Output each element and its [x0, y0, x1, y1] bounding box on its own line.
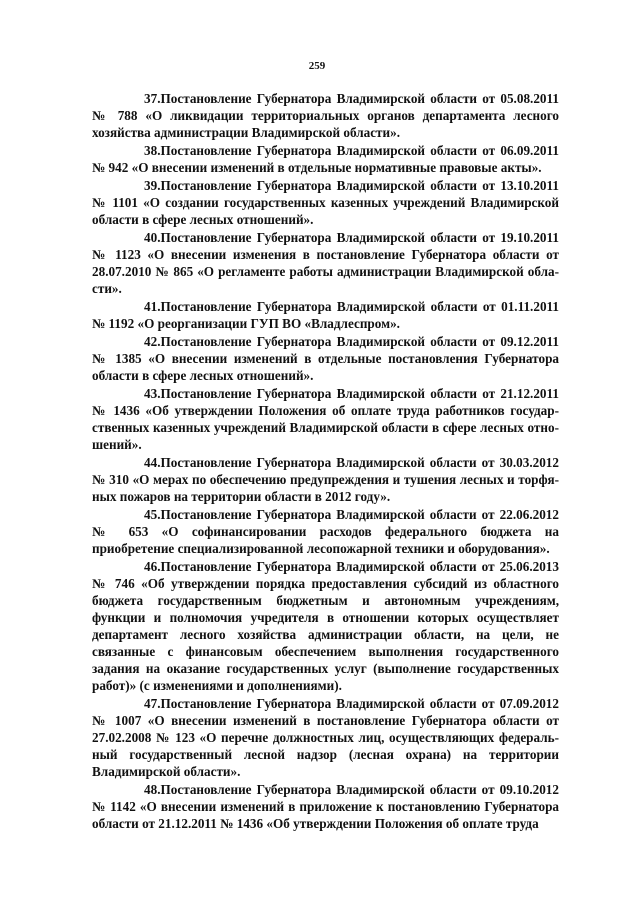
item-text: Постановление Губернатора Владимирской области от 01.11.2011 № 1192 «О реорганизации ГУП ВО «Владлеспром». [92, 299, 559, 331]
document-body [92, 90, 559, 833]
list-item [92, 385, 559, 453]
list-item [92, 90, 559, 141]
item-number: 38. [144, 143, 161, 158]
page-number: 259 [308, 60, 326, 72]
item-number: 37. [144, 91, 161, 106]
item-text: Постановление Губернатора Владимирской области от 07.09.2012 № 1007 «О внесении изменений в постановление Губернатора области от 27.02.2008 № 123 «О перечне должностных лиц, осуществляющих федеральный государственный лесной надзор (лесная охрана) на территории Владимирской области». [92, 696, 559, 779]
item-number: 39. [144, 178, 161, 193]
item-text: Постановление Губернатора Владимирской области от 22.06.2012 № 653 «О софинансировании расходов федерального бюджета на приобретение специализированной лесопожарной техники и оборудования». [92, 507, 559, 556]
list-item [92, 695, 559, 780]
list-item [92, 333, 559, 384]
list-item [92, 229, 559, 297]
item-text: Постановление Губернатора Владимирской области от 09.12.2011 № 1385 «О внесении изменений в отдельные постановления Губернатора области в сфере лесных отношений». [92, 334, 559, 383]
item-text: Постановление Губернатора Владимирской области от 25.06.2013 № 746 «Об утверждении порядка предоставления субсидий из областного бюджета государственным бюджетным и автономным учреждениям, функции и полномочия учредителя в отношении которых осуществляет департамент лесного хозяйства администрации области, на цели, не связанные с финансовым обеспечением выполнения государственного задания на оказание государственных услуг (выполнение государственных работ)» (с изменениями и дополнениями). [92, 559, 559, 693]
item-text: Постановление Губернатора Владимирской области от 09.10.2012 № 1142 «О внесении изменений в приложение к постановлению Губернатора области от 21.12.2011 № 1436 «Об утверждении Положения об оплате труда [92, 782, 559, 831]
item-number: 43. [144, 386, 161, 401]
list-item [92, 142, 559, 176]
item-number: 46. [144, 559, 161, 574]
item-number: 45. [144, 507, 161, 522]
item-text: Постановление Губернатора Владимирской области от 06.09.2011 № 942 «О внесении изменений в отдельные нормативные правовые акты». [92, 143, 559, 175]
item-number: 47. [144, 696, 161, 711]
item-number: 40. [144, 230, 161, 245]
item-number: 48. [144, 782, 161, 797]
item-text: Постановление Губернатора Владимирской области от 13.10.2011 № 1101 «О создании государственных казенных учреждений Владимирской области в сфере лесных отношений». [92, 178, 559, 227]
list-item [92, 298, 559, 332]
item-number: 44. [144, 455, 161, 470]
item-text: Постановление Губернатора Владимирской области от 19.10.2011 № 1123 «О внесении изменения в постановление Губернатора области от 28.07.2010 № 865 «О регламенте работы администрации Владимирской области». [92, 230, 559, 296]
list-item [92, 454, 559, 505]
item-text: Постановление Губернатора Владимирской области от 21.12.2011 № 1436 «Об утверждении Положения об оплате труда работников государственных казенных учреждений Владимирской области в сфере лесных отношений». [92, 386, 559, 452]
list-item [92, 781, 559, 832]
item-number: 41. [144, 299, 161, 314]
item-number: 42. [144, 334, 161, 349]
list-item [92, 558, 559, 694]
list-item [92, 506, 559, 557]
item-text: Постановление Губернатора Владимирской области от 05.08.2011 № 788 «О ликвидации территориальных органов департамента лесного хозяйства администрации Владимирской области». [92, 91, 559, 140]
item-text: Постановление Губернатора Владимирской области от 30.03.2012 № 310 «О мерах по обеспечению предупреждения и тушения лесных и торфяных пожаров на территории области в 2012 году». [92, 455, 559, 504]
list-item [92, 177, 559, 228]
